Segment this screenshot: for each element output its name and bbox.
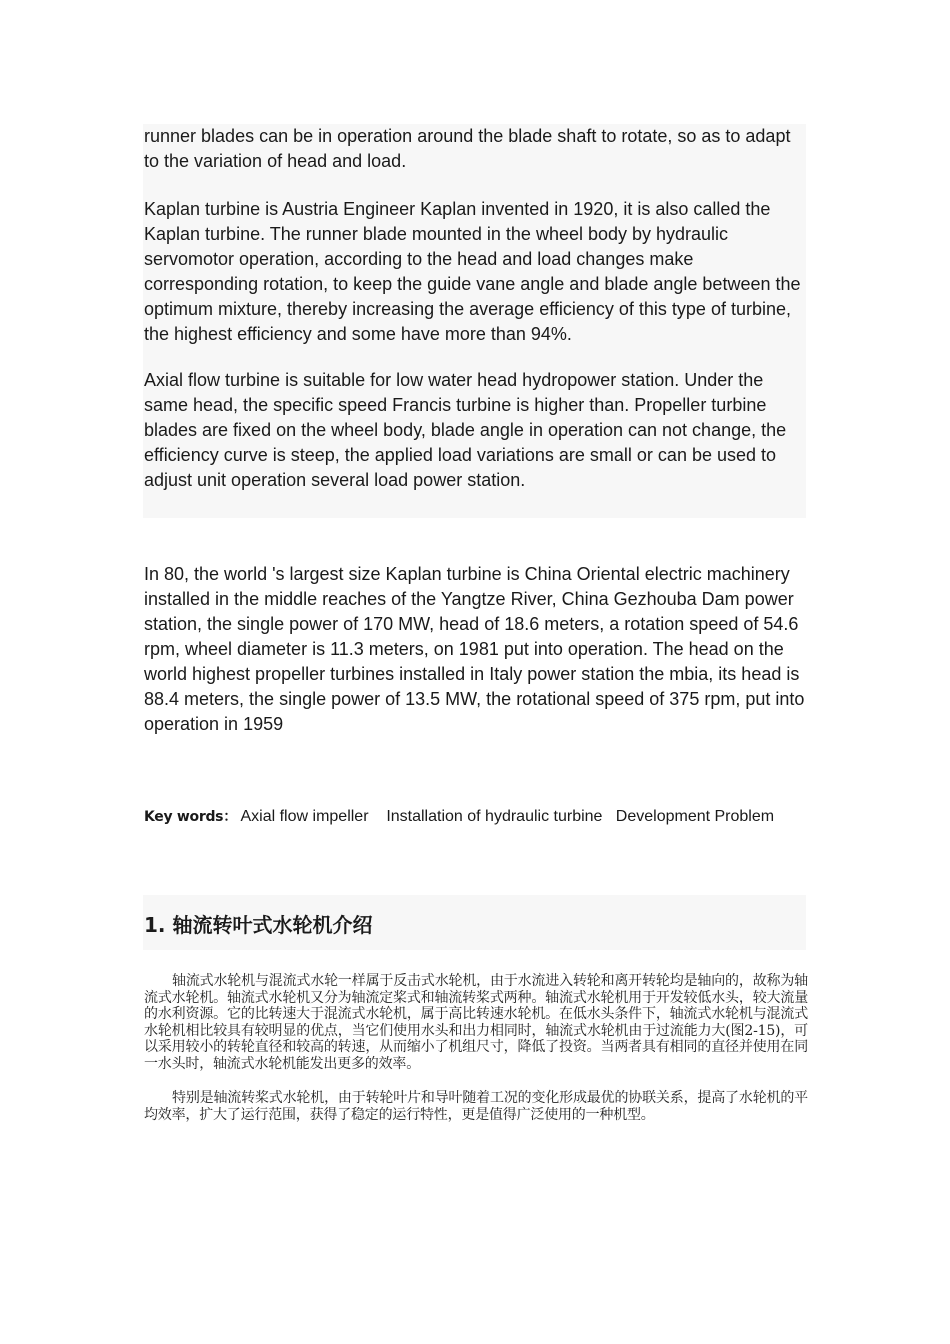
- section-heading: 1. 轴流转叶式水轮机介绍: [144, 913, 373, 937]
- paragraph-kaplan-turbine: Kaplan turbine is Austria Engineer Kaplan invented in 1920, it is also called the Kaplan turbine. The runner blade mounted in the wheel body by hydraulic servomotor operation, according to the head and load changes make corresponding rotation, to keep the guide vane angle and blade angle between the optimum mixture, thereby increasing the average efficiency of this type of turbine, the highest efficiency and some have more than 94%.: [144, 199, 801, 344]
- paragraph-largest-kaplan: In 80, the world 's largest size Kaplan turbine is China Oriental electric machinery installed in the middle reaches of the Yangtze River, China Gezhouba Dam power station, the single power of 170 MW, head of 18.6 meters, a rotation speed of 54.6 rpm, wheel diameter is 11.3 meters, on 1981 put into operation. The head on the world highest propeller turbines installed in Italy power station the mbia, its head is 88.4 meters, the single power of 13.5 MW, the rotational speed of 375 rpm, put into operation in 1959: [144, 564, 805, 734]
- keyword-item: Installation of hydraulic turbine: [386, 808, 603, 825]
- chinese-paragraph-kaplan: 特别是轴流转桨式水轮机，由于转轮叶片和导叶随着工况的变化形成最优的协联关系，提高了水轮机的平均效率，扩大了运行范围，获得了稳定的运行特性，更是值得广泛使用的一种机型。: [144, 1090, 808, 1123]
- paragraph-blade-rotation: runner blades can be in operation around the blade shaft to rotate, so as to adapt to the variation of head and load.: [144, 126, 791, 171]
- keyword-item: Axial flow impeller: [240, 808, 369, 825]
- keywords-line: [144, 806, 824, 828]
- chinese-paragraph-intro: 轴流式水轮机与混流式水轮一样属于反击式水轮机，由于水流进入转轮和离开转轮均是轴向的，故称为轴流式水轮机。轴流式水轮机又分为轴流定桨式和轴流转桨式两种。轴流式水轮机用于开发较低水头，较大流量的水利资源。它的比转速大于混流式水轮机，属于高比转速水轮机。在低水头条件下，轴流式水轮机与混流式水轮机相比较具有较明显的优点，当它们使用水头和出力相同时，轴流式水轮机由于过流能力大(图2-15)，可以采用较小的转轮直径和较高的转速，从而缩小了机组尺寸，降低了投资。当两者具有相同的直径并使用在同一水头时，轴流式水轮机能发出更多的效率。: [144, 973, 808, 1072]
- keywords-label: Key words：: [144, 809, 237, 825]
- paragraph-axial-flow: Axial flow turbine is suitable for low water head hydropower station. Under the same head, the specific speed Francis turbine is higher than. Propeller turbine blades are fixed on the wheel body, blade angle in operation can not change, the efficiency curve is steep, the applied load variations are small or can be used to adjust unit operation several load power station.: [144, 370, 787, 490]
- keyword-item: Development Problem: [615, 808, 775, 825]
